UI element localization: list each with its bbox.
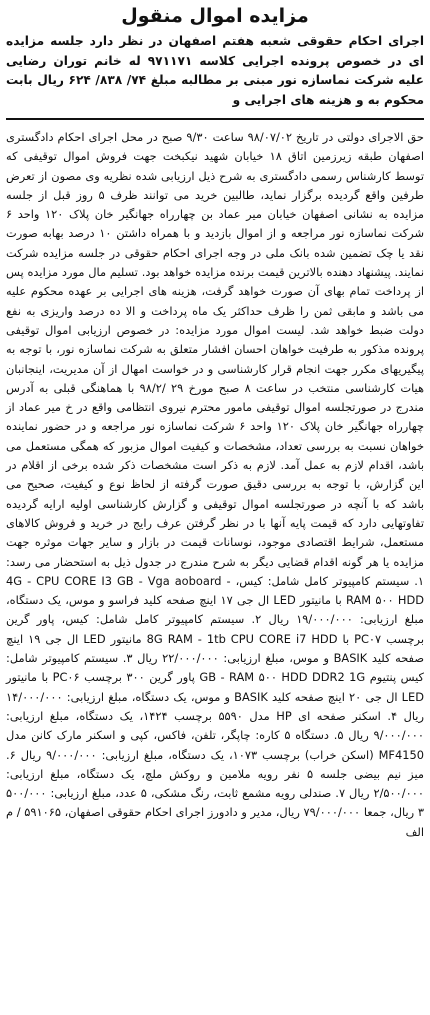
divider <box>6 118 424 120</box>
notice-body: حق الاجرای دولتی در تاریخ ۹۸/۰۷/۰۲ ساعت ۹/۳۰ صبح در محل اجرای احکام دادگستری اصفهان طبقه زیرزمین اتاق ۱۸ خیابان شهید نیکبخت جهت فروش اموال توقیفی که توسط کارشناس رسمی دادگستری به شرح ذیل ارزیابی شده نظریه وی مصون از تعرض طرفین واقع گردیده برگزار نماید، طالبین خرید می توانند ظرف ۵ روز قبل از جلسه مزایده به نشانی اصفهان خیابان میر عماد بن چهارراه جهانگیر خان پلاک ۱۲۰ واحد ۶ شرکت نماسازه نور مراجعه و از اموال بازدید و با همراه داشتن ۱۰ درصد بهابه صورت نقد یا چک تضمین شده بانک ملی در وجه اجرای احکام حقوقی در جلسه مزایده شرکت نمایند. پیشنهاد دهنده بالاترین قیمت برنده مزایده خواهد بود. تسلیم مال مورد مزایده پس از پرداخت تمام بهای آن صورت خواهد گرفت، هزینه های اجرایی بر عهده محکوم علیه می باشد و مابقی ثمن را ظرف حداکثر یک ماه پرداخت و الا ده درصد واریزی به نفع دولت ضبط خواهد شد. لیست اموال مورد مزایده: در خصوص ارزیابی اموال توقیفی پرونده مذکور به طرفیت خواهان احسان افشار متعلق به شرکت نماسازه نور، با توجه به پیگیریهای مکرر جهت انجام قرار کارشناسی و در خواست امهال از آن مدیریت، اینجانبان هیات کارشناسی منتخب در ساعت ۸ صبح مورخ ۲۹ /۹۸/۲ با هماهنگی قبلی به آدرس مندرج در صورتجلسه اموال توقیفی مامور محترم نیروی انتظامی واقع در خ میر عماد از چهارراه جهانگیر خان پلاک ۱۲۰ واحد ۶ شرکت نماسازه نور مراجعه و در حضور نماینده خواهان نسبت به بررسی تعداد، مشخصات و کیفیت اموال مزبور که همگی مستعمل می باشد، اقدام لازم به عمل آمد. لازم به ذکر است مشخصات ذکر شده برخی از اقلام در این گزارش، با توجه به بررسی دقیق صورت گرفته از لحاظ نوع و کیفیت، صحیح می باشد که با آنچه در صورتجلسه اموال توقیفی و گزارش کارشناسی اولیه ارایه گردیده تفاوتهایی دارد که قیمت پایه آنها با در نظر گرفتن عرف رایج در خرید و فروش کالاهای مستعمل، شرایط اقتصادی موجود، نوسانات قیمت در بازار و سایر جهات موثره جهت مزایده یا هر گونه اقدام قضایی دیگر به شرح مندرج در جدول ذیل به استحضار می رسد: ۱. سیستم کامپیوتر کامل شامل: کیس، 4G - CPU CORE I3 GB - Vga aoboard - RAM ۵۰۰ HDD با مانیتور LED ال جی ۱۷ اینچ صفحه کلید فراسو و موس، یک دستگاه، مبلغ ارزیابی: ۱۹/۰۰۰/۰۰۰ ریال ۲. سیستم کامپیوتر کامل شامل: کیس، پاور گرین برچسب PC۰۷ با 8G RAM - 1tb CPU CORE i7 HDD مانیتور LED ال جی ۱۹ اینچ صفحه کلید BASIK و موس، مبلغ ارزیابی: ۲۲/۰۰۰/۰۰۰ ریال ۳. سیستم کامپیوتر شامل: کیس پنتیوم GB - RAM ۵۰۰ HDD DDR2 1G پاور گرین ۳۰۰ برچسب PC۰۶ با مانیتور LED ال جی ۲۰ اینچ صفحه کلید BASIK و موس، یک دستگاه، مبلغ ارزیابی: ۱۴/۰۰۰/۰۰۰ ریال ۴. اسکنر صفحه ای HP مدل ۵۵۹۰ برچسب ۱۴۲۴، یک دستگاه، مبلغ ارزیابی: ۹/۰۰۰/۰۰۰ ریال ۵. دستگاه ۵ کاره: چاپگر، تلفن، فاکس، کپی و اسکنر مارک کانن مدل MF4150 (اسکن خراب) برچسب ۱۰۷۳، یک دستگاه، مبلغ ارزیابی: ۹/۰۰۰/۰۰۰ ریال ۶. میز نیم بیضی جلسه ۵ نفر رویه ملامین و روکش ملچ، یک دستگاه، مبلغ ارزیابی: ۲/۵۰۰/۰۰۰ ریال ۷. صندلی رویه مشمع ثابت، رنگ مشکی، ۵ عدد، مبلغ ارزیابی: ۵۰۰/۰۰۰ ۳ ریال، جمعا ۷۹/۰۰۰/۰۰۰ ریال، مدیر و دادورز اجرای احکام حقوقی اصفهان، ۵۹۱۰۶۵ / م الف <box>6 130 425 839</box>
notice-intro: اجرای احکام حقوقی شعبه هفتم اصفهان در نظر دارد جلسه مزایده ای در خصوص پرونده اجرایی کلاسه ۹۷۱۱۷۱ له خانم توران رضایی علیه شرکت نماسازه نور مبنی بر مطالبه مبلغ ۷۴/ ۸۳۸/ ۶۲۴ ریال بابت محکوم به و هزینه های اجرایی و <box>6 34 424 107</box>
notice-title: مزایده اموال منقول <box>121 5 309 27</box>
